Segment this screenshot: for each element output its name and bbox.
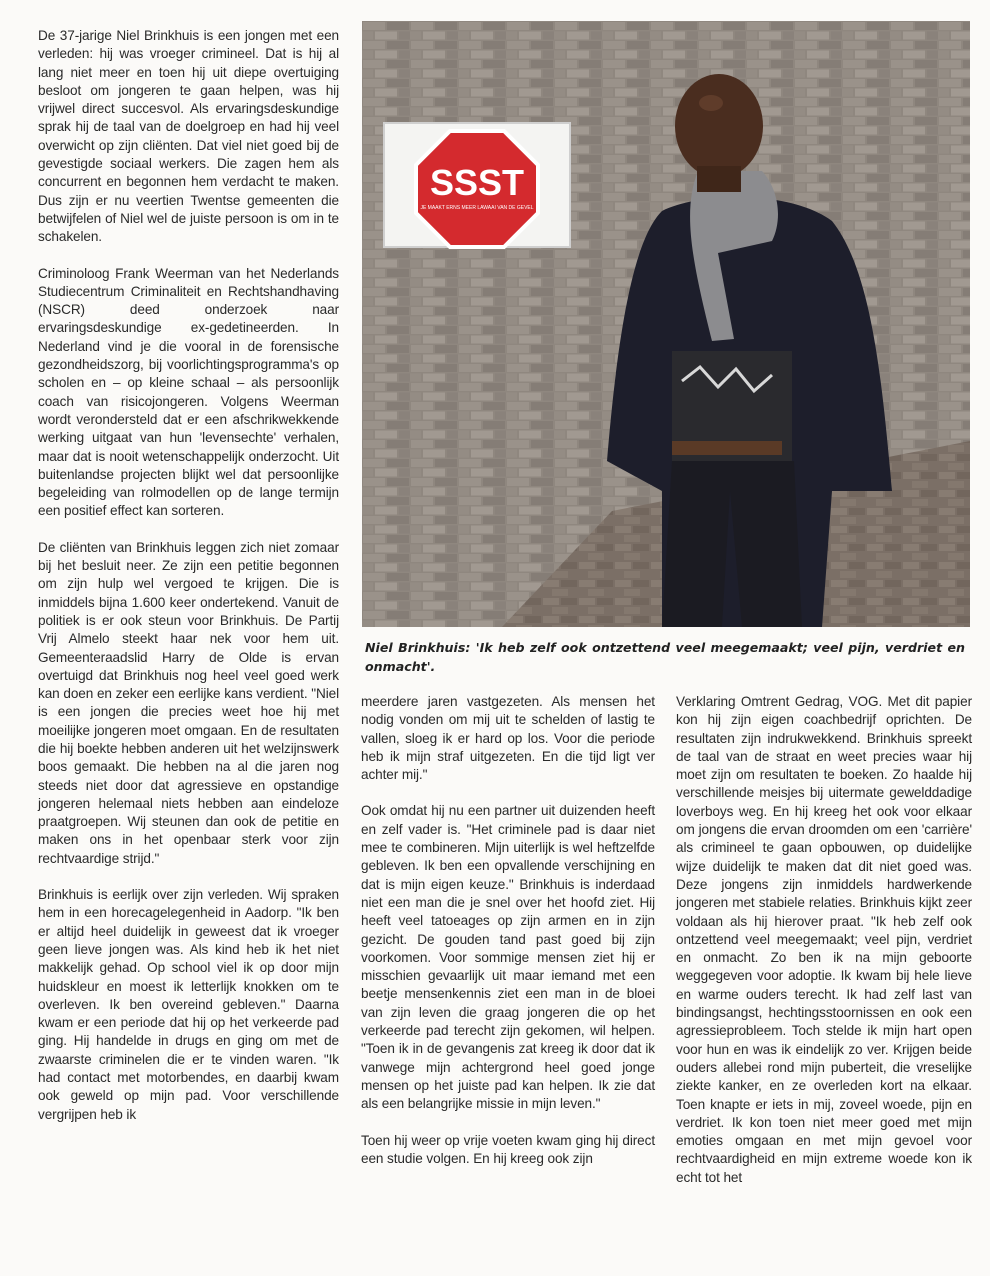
paragraph: De cliënten van Brinkhuis leggen zich niet zomaar bij het besluit neer. Ze zijn een petitie begonnen om zijn hulp wel vergoed te krijgen. Die is inmiddels bijna 1.600 keer ondertekend. Vanuit de politiek is er ook steun voor Brinkhuis. De Partij Vrij Almelo steekt haar nek voor hem uit. Gemeenteraadslid Harry de Olde is ervan overtuigd dat Brinkhuis nog heel veel goed werk kan doen en zeker een eerlijke kans verdient. "Niel is een jongen die precies weet hoe hij met moeilijke jongeren moet omgaan. En de resultaten die hij boekte hebben anderen uit het welzijnswerk boos gemaakt. Die hebben na al die jaren nog steeds niet door dat agressieve en opstandige jongeren helemaal niets hebben aan eindeloze praatgroepen. Wij steunen dan ook de petitie en maken ons in het openbaar sterk voor zijn rechtvaardige strijd." bbox=[38, 539, 339, 866]
article-column-middle bbox=[361, 693, 655, 1186]
paragraph: Brinkhuis is eerlijk over zijn verleden. Wij spraken hem in een horecagelegenheid in Aadorp. "Ik ben er altijd heel duidelijk in geweest dat ik vroeger geen lieve jongen was. Als kind heb ik het niet makkelijk gehad. Op school viel ik op door mijn huidskleur en moest ik letterlijk knokken om te overleven. Ik ben overeind gebleven." Daarna kwam er een periode dat hij op het verkeerde pad ging. Hij handelde in drugs en ging om met de zwaarste criminelen die er te vinden waren. "Ik had contact met motorbendes, en daarbij kwam ook geweld op mijn pad. Voor verschillende vergrijpen heb ik bbox=[38, 887, 339, 1122]
portrait-photo bbox=[362, 21, 970, 627]
sign-text: SSST bbox=[429, 162, 525, 203]
paragraph: meerdere jaren vastgezeten. Als mensen het nodig vonden om mij uit te schelden of lastig te vallen, sloeg ik er hard op los. Voor die periode heb ik mijn straf uitgezeten. En die tijd ligt ver achter mij." bbox=[361, 694, 655, 783]
photo-caption: Niel Brinkhuis: 'Ik heb zelf ook ontzettend veel meegemaakt; veel pijn, verdriet en onmacht'. bbox=[365, 640, 965, 674]
article-column-left bbox=[38, 27, 339, 1142]
paragraph: De 37-jarige Niel Brinkhuis is een jongen met een verleden: hij was vroeger crimineel. Dat is hij al lang niet meer en toen hij uit diepe overtuiging besloot om jongeren te gaan helpen, was hij vrijwel direct succesvol. Als ervaringsdeskundige sprak hij de taal van de doelgroep en had hij veel overwicht op zijn cliënten. Dat viel niet goed bij de gevestigde sociaal werkers. Die zagen hem als concurrent en begonnen hem verdacht te maken. Dus zijn er nu veertien Twentse gemeenten die betwijfelen of Niel wel de juiste persoon is om in te schakelen. bbox=[38, 28, 339, 245]
paragraph: Verklaring Omtrent Gedrag, VOG. Met dit papier kon hij zijn eigen coachbedrijf oprichten. De resultaten zijn indrukwekkend. Brinkhuis spreekt de taal van de straat en weet precies waar hij moet zijn om resultaten te boeken. Zo haalde hij verschillende meisjes bij uitermate gewelddadige loverboys weg. En hij kreeg het ook voor elkaar om jongens die ervan droomden om een 'carrière' als crimineel te gaan opbouwen, op duidelijke wijze duidelijk te maken dat dit niet goed was. Deze jongens zijn inmiddels hardwerkende jongeren met stabiele relaties. Brinkhuis kijkt zeer voldaan als hij hierover praat. "Ik heb zelf ook ontzettend veel meegemaakt; veel pijn, verdriet en onmacht. Zo ben ik na mijn geboorte weggegeven voor adoptie. Ik kwam bij hele lieve en warme ouders terecht. Ik had zelf last van bindingsangst, hechtingsstoornissen en ook een agressieprobleem. Toch stelde ik mijn hart open voor hun en was ik eindelijk zo ver. Krijgen beide ouders allebei rond mijn puberteit, die vreselijke ziekte kanker, en ze overleden kort na elkaar. Toen knapte er iets in mij, zoveel woede, pijn en verdriet. Ik kon toen niet meer goed met mijn emoties omgaan en met mijn gevoel voor rechtvaardigheid en mijn extreme woede kon ik echt tot het bbox=[676, 694, 972, 1185]
paragraph: Criminoloog Frank Weerman van het Nederlands Studiecentrum Criminaliteit en Rechtshandhaving (NSCR) deed onderzoek naar ervaringsdeskundige ex-gedetineerden. In Nederland vind je die vooral in de forensische gezondheidszorg, bij voorlichtingsprogramma's op scholen en – op kleine schaal – als persoonlijk coach van risicojongeren. Volgens Weerman wordt verondersteld dat er een afschrikwekkende werking uitgaat van hun 'levensechte' verhalen, maar dat is nooit wetenschappelijk onderzocht. Uit buitenlandse projecten blijkt wel dat persoonlijke begeleiding van rolmodellen op de lange termijn een positief effect kan sorteren. bbox=[38, 265, 339, 519]
belt bbox=[672, 441, 782, 455]
paragraph: Toen hij weer op vrije voeten kwam ging hij direct een studie volgen. En hij kreeg ook zijn bbox=[361, 1132, 655, 1166]
article-column-right bbox=[676, 693, 972, 1205]
sign-subtext: JE MAAKT ERNS MEER LAWAAI VAN DE GEVEL bbox=[420, 205, 534, 211]
paragraph: Ook omdat hij nu een partner uit duizenden heeft en zelf vader is. "Het criminele pad is daar niet mee te combineren. Mijn uiterlijk is wel heftzelfde gebleven. Ik ben een opvallende verschijning en dat is mijn eigen keuze." Brinkhuis is inderdaad niet een man die je snel over het hoofd ziet. Hij heeft veel tatoeages op zijn armen en in zijn gezicht. De gouden tand past goed bij zijn voorkomen. Voor sommige mensen ziet hij er misschien gevaarlijk uit maar iemand met een beetje mensenkennis ziet een man in de bloei van zijn leven die graag jongeren die op het verkeerde pad terecht zijn gekomen, wil helpen. "Toen ik in de gevangenis zat kreeg ik door dat ik vanwege mijn achtergrond heel goed jonge mensen op het juiste pad kan helpen. Ik zie dat als een belangrijke missie in mijn leven." bbox=[361, 803, 655, 1112]
head bbox=[675, 74, 763, 178]
